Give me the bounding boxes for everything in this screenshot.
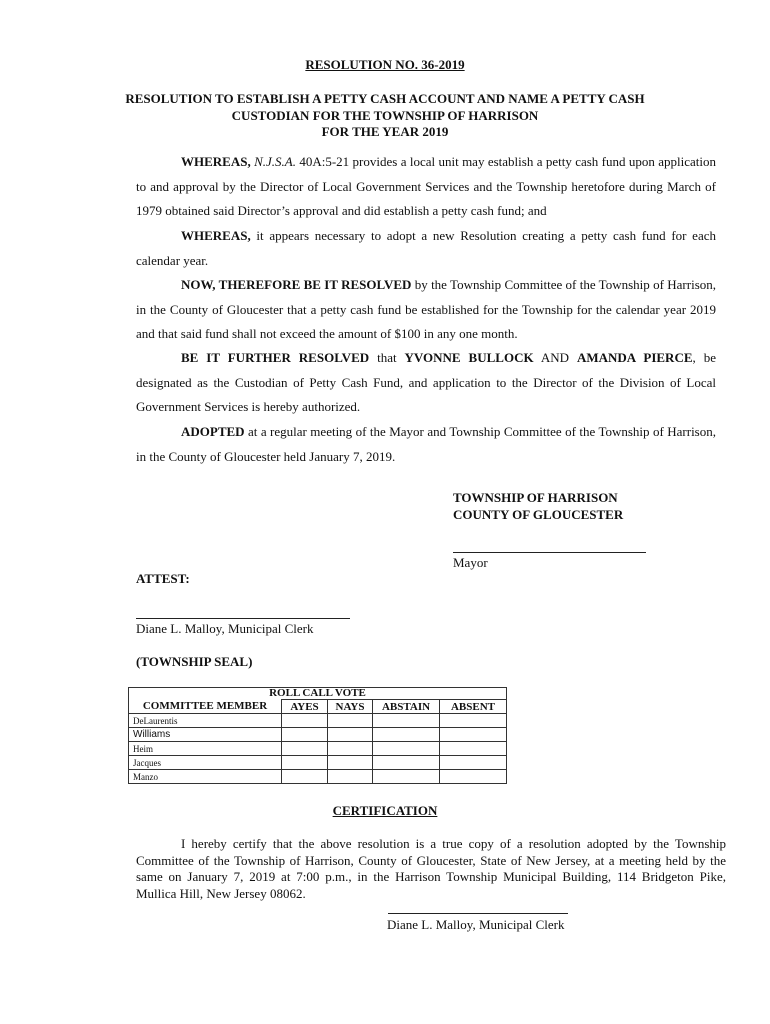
township-block (453, 489, 623, 523)
resolved-text: by the Township Committee of the Township of Harrison, in the County of Gloucester that a petty cash fund be established for the Township for the calendar year 2019 and that said fund shall not exceed the amount of $100 in any one month. (136, 277, 716, 341)
abstain-cell (373, 728, 440, 742)
further-resolved-lead: BE IT FURTHER RESOLVED (181, 350, 370, 365)
further-text-b: , be designated as the Custodian of Petty Cash Fund, and application to the Director of the Division of Local Government Services is hereby authorized. (136, 350, 716, 414)
further-resolved-paragraph (136, 346, 716, 420)
abstain-cell (373, 714, 440, 728)
county-name: COUNTY OF GLOUCESTER (453, 507, 624, 522)
certification-signature-line (388, 913, 568, 914)
adopted-paragraph (136, 420, 716, 469)
certification-heading: CERTIFICATION (332, 803, 438, 818)
abstain-cell (373, 756, 440, 770)
ayes-cell (282, 714, 328, 728)
clerk-label: Diane L. Malloy, Municipal Clerk (136, 621, 314, 636)
member-name: Jacques (129, 756, 282, 770)
township-name: TOWNSHIP OF HARRISON (453, 490, 618, 505)
table-row (129, 742, 507, 756)
whereas-lead-1: WHEREAS, (181, 154, 251, 169)
resolved-paragraph (136, 273, 716, 347)
nays-cell (328, 756, 373, 770)
whereas-lead-2: WHEREAS, (181, 228, 251, 243)
further-text-a: that (369, 350, 405, 365)
title-line-1: RESOLUTION TO ESTABLISH A PETTY CASH ACCOUNT AND NAME A PETTY CASH (125, 91, 645, 106)
ayes-cell (282, 770, 328, 784)
certification-signer: Diane L. Malloy, Municipal Clerk (387, 917, 565, 932)
nays-cell (328, 728, 373, 742)
member-name: Manzo (129, 770, 282, 784)
whereas-paragraph-1 (136, 150, 716, 224)
statute-citation: N.J.S.A. (254, 154, 296, 169)
nays-cell (328, 770, 373, 784)
custodian-name-2: AMANDA PIERCE (576, 350, 693, 365)
absent-cell (440, 714, 507, 728)
header-abstain: ABSTAIN (373, 700, 440, 714)
absent-cell (440, 728, 507, 742)
absent-cell (440, 742, 507, 756)
absent-cell (440, 756, 507, 770)
header-absent: ABSENT (440, 700, 507, 714)
clerk-signature-line (136, 618, 350, 619)
roll-call-table (128, 687, 507, 784)
whereas-paragraph-2 (136, 224, 716, 273)
header-committee-member: COMMITTEE MEMBER (129, 700, 282, 714)
resolution-number: RESOLUTION NO. 36-2019 (305, 57, 465, 72)
table-row (129, 714, 507, 728)
adopted-lead: ADOPTED (181, 424, 245, 439)
ayes-cell (282, 756, 328, 770)
title-line-2: CUSTODIAN FOR THE TOWNSHIP OF HARRISON (231, 107, 539, 123)
member-name: DeLaurentis (129, 714, 282, 728)
abstain-cell (373, 770, 440, 784)
mayor-label: Mayor (453, 555, 488, 570)
nays-cell (328, 714, 373, 728)
ayes-cell (282, 742, 328, 756)
absent-cell (440, 770, 507, 784)
nays-cell (328, 742, 373, 756)
mayor-signature-line (453, 552, 646, 553)
abstain-cell (373, 742, 440, 756)
roll-call-table-wrapper (128, 687, 507, 784)
table-row (129, 728, 507, 742)
resolved-lead: NOW, THEREFORE BE IT RESOLVED (181, 277, 412, 292)
roll-call-title: ROLL CALL VOTE (129, 688, 507, 700)
header-ayes: AYES (282, 700, 328, 714)
table-row (129, 770, 507, 784)
certification-text: I hereby certify that the above resolution is a true copy of a resolution adopted by the Township Committee of the Township of Harrison, County of Gloucester, State of New Jersey, at a meeting held by the same on January 7, 2019 at 7:00 p.m., in the Harrison Township Municipal Building, 114 Bridgeton Pike, Mullica Hill, New Jersey 08062. (136, 836, 726, 901)
member-name: Williams (129, 728, 282, 742)
whereas-text-2: it appears necessary to adopt a new Resolution creating a petty cash fund for each calendar year. (136, 228, 716, 268)
township-seal-label: (TOWNSHIP SEAL) (136, 654, 253, 669)
header-nays: NAYS (328, 700, 373, 714)
adopted-text: at a regular meeting of the Mayor and Township Committee of the Township of Harrison, in the County of Gloucester held January 7, 2019. (136, 424, 716, 464)
table-row (129, 756, 507, 770)
resolution-title (0, 91, 770, 141)
attest-label: ATTEST: (136, 571, 190, 586)
ayes-cell (282, 728, 328, 742)
whereas-text-1: 40A:5-21 provides a local unit may establish a petty cash fund upon application to and approval by the Director of Local Government Services and the Township heretofore during March of 1979 obtained said Director’s approval and did establish a petty cash fund; and (136, 154, 716, 218)
further-and: AND (533, 350, 577, 365)
member-name: Heim (129, 742, 282, 756)
title-line-3: FOR THE YEAR 2019 (321, 124, 449, 139)
custodian-name-1: YVONNE BULLOCK (404, 350, 534, 365)
